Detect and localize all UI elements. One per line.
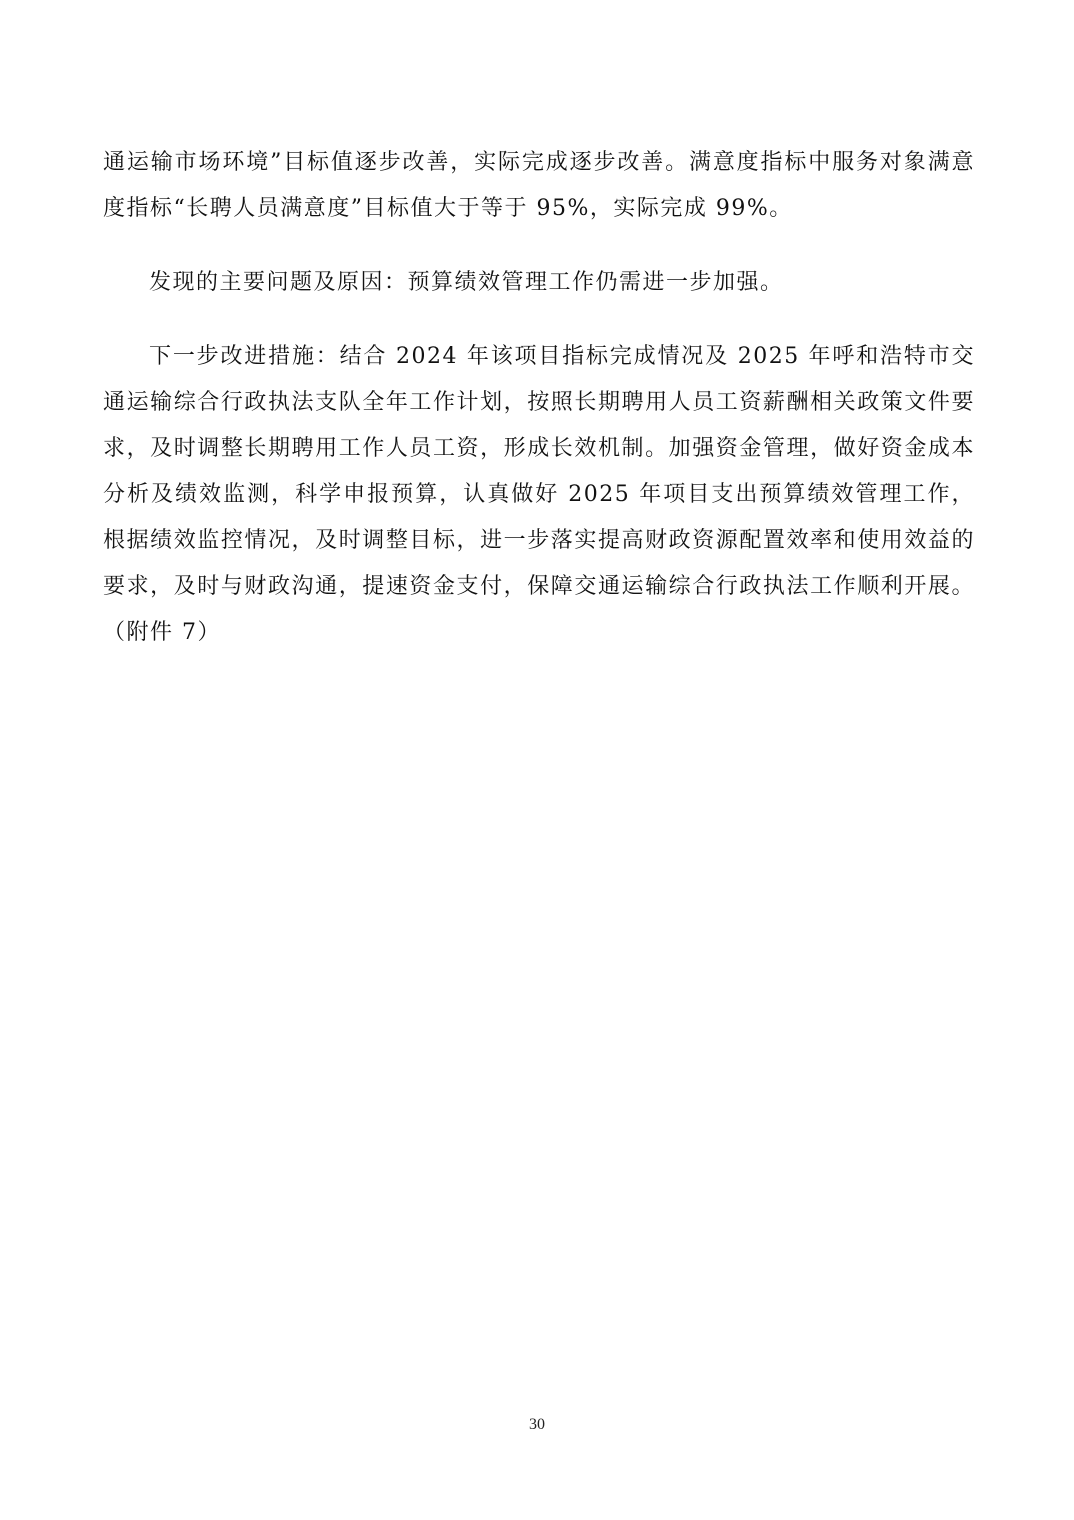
- body-text: [103, 140, 975, 656]
- paragraph-continuation: 通运输市场环境”目标值逐步改善，实际完成逐步改善。满意度指标中服务对象满意度指标“长聘人员满意度”目标值大于等于 95%，实际完成 99%。: [103, 150, 975, 221]
- paragraph-problems: 发现的主要问题及原因：预算绩效管理工作仍需进一步加强。: [149, 270, 784, 295]
- page-number: 30: [529, 1416, 545, 1433]
- paragraph-improvements: 下一步改进措施：结合 2024 年该项目指标完成情况及 2025 年呼和浩特市交通运输综合行政执法支队全年工作计划，按照长期聘用人员工资薪酬相关政策文件要求，及时调整长期聘用工作人员工资，形成长效机制。加强资金管理，做好资金成本分析及绩效监测，科学申报预算，认真做好 2025 年项目支出预算绩效管理工作，根据绩效监控情况，及时调整目标，进一步落实提高财政资源配置效率和使用效益的要求，及时与财政沟通，提速资金支付，保障交通运输综合行政执法工作顺利开展。（附件 7）: [103, 344, 975, 645]
